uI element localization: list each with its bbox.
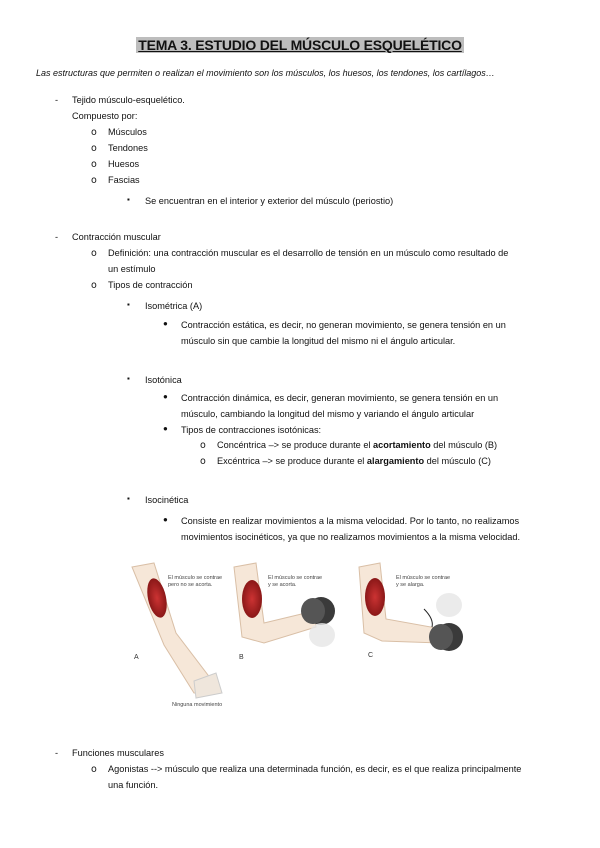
- isokinetic-desc: movimientos isocinéticos, ya que no realizamos movimientos a la misma velocidad.: [181, 532, 521, 542]
- circle-marker: o: [200, 456, 206, 467]
- isometric-desc: Contracción estática, es decir, no generan movimiento, se genera tensión en un: [181, 320, 506, 330]
- agonist-desc: una función.: [108, 780, 159, 790]
- circle-marker: o: [91, 764, 97, 775]
- section-heading-contraccion: Contracción muscular: [72, 232, 161, 242]
- circle-marker: o: [91, 175, 97, 186]
- fascia-note: Se encuentran en el interior y exterior del músculo (periostio): [145, 196, 394, 206]
- dash-marker: -: [55, 95, 59, 105]
- muscle-contraction-figure: [124, 553, 476, 713]
- isotonic-desc: músculo, cambiando la longitud del mismo y variando el ángulo articular: [181, 409, 475, 419]
- bullet-marker: ●: [163, 515, 168, 524]
- circle-marker: o: [91, 159, 97, 170]
- circle-marker: o: [200, 440, 206, 451]
- types-heading: Tipos de contracción: [108, 280, 193, 290]
- square-marker: ▪: [127, 494, 130, 503]
- bullet-marker: ●: [163, 424, 168, 433]
- list-item: Huesos: [108, 159, 140, 169]
- circle-marker: o: [91, 280, 97, 291]
- panel-b-label: B: [239, 654, 244, 661]
- panel-a-caption: El músculo se contrae: [168, 575, 223, 581]
- panel-a-caption: pero no se acorta.: [168, 582, 213, 588]
- panel-b-caption: El músculo se contrae: [268, 575, 323, 581]
- dash-marker: -: [55, 748, 59, 758]
- agonist-desc: Agonistas --> músculo que realiza una determinada función, es decir, es el que realiza principalmente: [108, 764, 522, 774]
- definition-line: un estímulo: [108, 264, 156, 274]
- panel-a-label: A: [134, 654, 139, 661]
- panel-c-caption: El músculo se contrae: [396, 575, 451, 581]
- list-item: Tendones: [108, 143, 148, 153]
- panel-a-bottom-caption: Ninguna movimiento: [172, 702, 223, 708]
- panel-b-caption: y se acorta.: [268, 582, 297, 588]
- list-item: Músculos: [108, 127, 147, 137]
- circle-marker: o: [91, 127, 97, 138]
- isometric-label: Isométrica (A): [145, 301, 203, 311]
- composed-of-label: Compuesto por:: [72, 111, 138, 121]
- section-heading-tejido: Tejido músculo-esquelético.: [72, 95, 185, 105]
- concentric-item: Concéntrica –> se produce durante el acortamiento del músculo (B): [217, 440, 498, 450]
- isotonic-subtypes-heading: Tipos de contracciones isotónicas:: [181, 425, 322, 435]
- square-marker: ▪: [127, 300, 130, 309]
- panel-c-label: C: [368, 652, 374, 659]
- isotonic-label: Isotónica: [145, 375, 182, 385]
- list-item: Fascias: [108, 175, 140, 185]
- isotonic-desc: Contracción dinámica, es decir, generan movimiento, se genera tensión en un: [181, 393, 499, 403]
- isokinetic-label: Isocinética: [145, 495, 189, 505]
- isometric-desc: músculo sin que cambie la longitud del mismo ni el ángulo articular.: [181, 336, 456, 346]
- intro-text: Las estructuras que permiten o realizan el movimiento son los músculos, los huesos, los tendones, los cartílagos…: [36, 68, 495, 78]
- square-marker: ▪: [127, 374, 130, 383]
- page-title: TEMA 3. ESTUDIO DEL MÚSCULO ESQUELÉTICO: [138, 37, 462, 53]
- panel-c-caption: y se alarga.: [396, 582, 425, 588]
- bullet-marker: ●: [163, 319, 168, 328]
- bullet-marker: ●: [163, 392, 168, 401]
- square-marker: ▪: [127, 195, 130, 204]
- circle-marker: o: [91, 248, 97, 259]
- eccentric-item: Excéntrica –> se produce durante el alargamiento del músculo (C): [217, 456, 491, 466]
- circle-marker: o: [91, 143, 97, 154]
- dash-marker: -: [55, 232, 59, 242]
- isokinetic-desc: Consiste en realizar movimientos a la misma velocidad. Por lo tanto, no realizamos: [181, 516, 520, 526]
- section-heading-funciones: Funciones musculares: [72, 748, 164, 758]
- definition-line: Definición: una contracción muscular es el desarrollo de tensión en un músculo como resultado de: [108, 248, 509, 258]
